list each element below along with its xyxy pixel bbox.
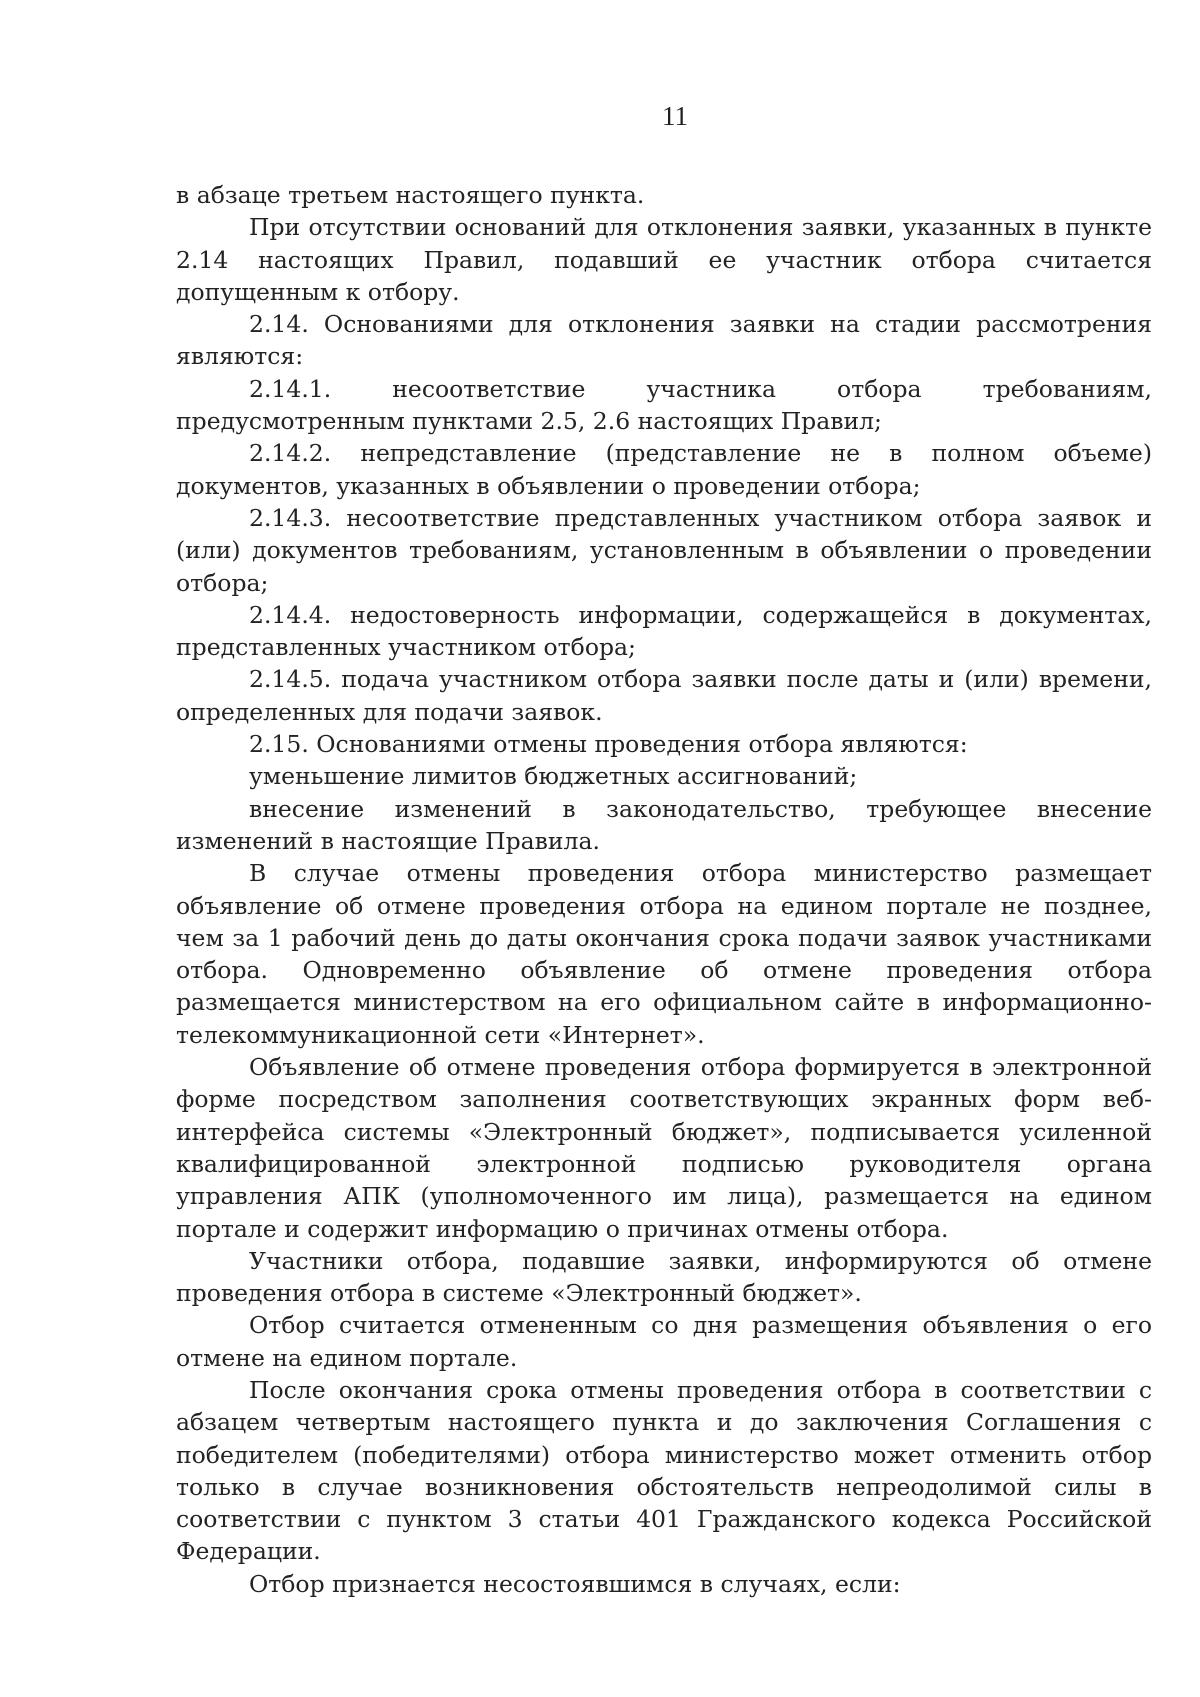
body-text: [176, 179, 1152, 1600]
paragraph: После окончания срока отмены проведения отбора в соответствии с абзацем четвертым настоящего пункта и до заключения Соглашения с победителем (победителями) отбора министерство может отменить отбор только в случае возникновения обстоятельств непреодолимой силы в соответствии с пунктом 3 статьи 401 Гражданского кодекса Российской Федерации.: [176, 1375, 1152, 1566]
paragraph: 2.14.1. несоответствие участника отбора требованиям, предусмотренным пунктами 2.5, 2.6 настоящих Правил;: [176, 374, 1152, 436]
page-number: 11: [662, 101, 688, 131]
paragraph: Участники отбора, подавшие заявки, информируются об отмене проведения отбора в системе «Электронный бюджет».: [176, 1246, 1152, 1308]
paragraph: в абзаце третьем настоящего пункта.: [176, 181, 645, 209]
paragraph: 2.14.5. подача участником отбора заявки после даты и (или) времени, определенных для подачи заявок.: [176, 665, 1152, 726]
paragraph: Отбор считается отмененным со дня размещения объявления о его отмене на едином портале.: [176, 1311, 1152, 1372]
paragraph: Объявление об отмене проведения отбора формируется в электронной форме посредством заполнения соответствующих экранных форм веб-интерфейса системы «Электронный бюджет», подписывается усиленной квалифицированной электронной подписью руководителя органа управления АПК (уполномоченного им лица), размещается на едином портале и содержит информацию о причинах отмены отбора.: [176, 1053, 1152, 1243]
paragraph: 2.14.3. несоответствие представленных участником отбора заявок и (или) документов требованиям, установленным в объявлении о проведении отбора;: [176, 503, 1152, 597]
paragraph: 2.14. Основаниями для отклонения заявки на стадии рассмотрения являются:: [176, 310, 1152, 371]
paragraph: 2.14.2. непредставление (представление не в полном объеме) документов, указанных в объявлении о проведении отбора;: [176, 439, 1152, 500]
paragraph: внесение изменений в законодательство, требующее внесение изменений в настоящие Правила.: [176, 794, 1152, 855]
paragraph: В случае отмены проведения отбора министерство размещает объявление об отмене проведения отбора на едином портале не позднее, чем за 1 рабочий день до даты окончания срока подачи заявок участниками отбора. Одновременно объявление об отмене проведения отбора размещается министерством на его официальном сайте в информационно-телекоммуникационной сети «Интернет».: [176, 859, 1152, 1049]
paragraph: 2.14.4. недостоверность информации, содержащейся в документах, представленных участником отбора;: [176, 600, 1152, 662]
paragraph: 2.15. Основаниями отмены проведения отбора являются:: [249, 730, 968, 759]
paragraph: При отсутствии оснований для отклонения заявки, указанных в пункте 2.14 настоящих Правил, подавший ее участник отбора считается допущенным к отбору.: [176, 213, 1152, 306]
paragraph: уменьшение лимитов бюджетных ассигнований;: [249, 762, 858, 791]
paragraph: Отбор признается несостоявшимся в случаях, если:: [249, 1569, 901, 1598]
